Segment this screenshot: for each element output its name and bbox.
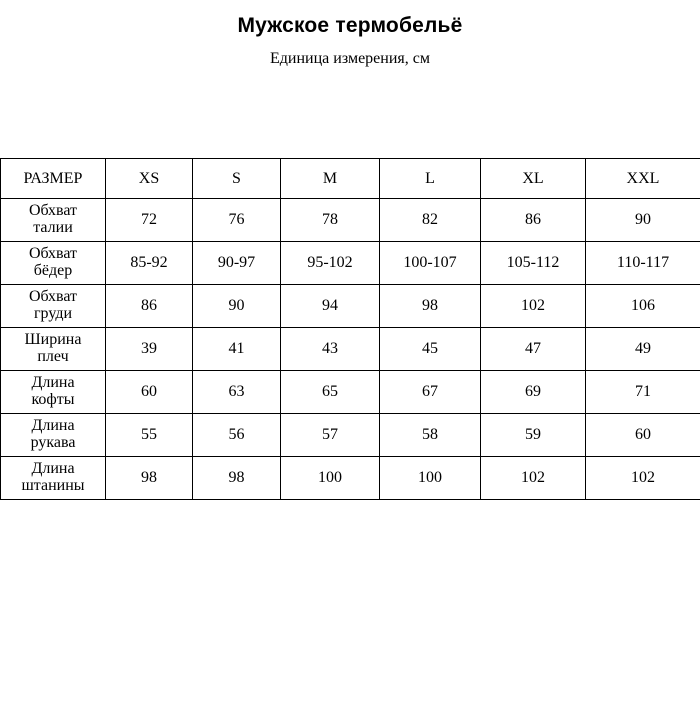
size-chart-page: [0, 14, 700, 714]
cell: 95-102: [281, 242, 380, 285]
table-row: [1, 457, 700, 500]
row-label-waist: [1, 199, 106, 242]
row-label-hips: [1, 242, 106, 285]
cell: 86: [106, 285, 193, 328]
cell: 60: [106, 371, 193, 414]
header-size-s: S: [193, 159, 281, 199]
cell: 63: [193, 371, 281, 414]
cell: 56: [193, 414, 281, 457]
header-size-xs: XS: [106, 159, 193, 199]
cell: 102: [586, 457, 700, 500]
cell: 78: [281, 199, 380, 242]
row-label-line1: Обхват: [1, 203, 105, 220]
cell: 67: [380, 371, 481, 414]
cell: 60: [586, 414, 700, 457]
cell: 100: [380, 457, 481, 500]
cell: 69: [481, 371, 586, 414]
row-label-line2: груди: [1, 306, 105, 323]
cell: 58: [380, 414, 481, 457]
page-subtitle: Единица измерения, см: [0, 50, 700, 68]
page-title: Мужское термобельё: [0, 14, 700, 38]
cell: 110-117: [586, 242, 700, 285]
header-size-m: M: [281, 159, 380, 199]
size-table-container: [0, 158, 700, 500]
row-label-top-length: [1, 371, 106, 414]
row-label-sleeve-length: [1, 414, 106, 457]
row-label-shoulder-width: [1, 328, 106, 371]
cell: 65: [281, 371, 380, 414]
row-label-line2: штанины: [1, 478, 105, 495]
cell: 82: [380, 199, 481, 242]
table-row: [1, 242, 700, 285]
header-size-xl: XL: [481, 159, 586, 199]
row-label-line1: Обхват: [1, 289, 105, 306]
row-label-line2: плеч: [1, 349, 105, 366]
row-label-line1: Длина: [1, 375, 105, 392]
table-row: [1, 328, 700, 371]
cell: 86: [481, 199, 586, 242]
table-row: [1, 371, 700, 414]
cell: 49: [586, 328, 700, 371]
row-label-chest: [1, 285, 106, 328]
cell: 90-97: [193, 242, 281, 285]
row-label-leg-length: [1, 457, 106, 500]
row-label-line2: бёдер: [1, 263, 105, 280]
table-row: [1, 199, 700, 242]
cell: 43: [281, 328, 380, 371]
row-label-line1: Ширина: [1, 332, 105, 349]
row-label-line2: рукава: [1, 435, 105, 452]
cell: 100: [281, 457, 380, 500]
cell: 98: [193, 457, 281, 500]
cell: 76: [193, 199, 281, 242]
cell: 98: [380, 285, 481, 328]
row-label-line2: кофты: [1, 392, 105, 409]
cell: 90: [193, 285, 281, 328]
cell: 72: [106, 199, 193, 242]
cell: 45: [380, 328, 481, 371]
size-table: [0, 158, 700, 500]
table-row: [1, 414, 700, 457]
cell: 57: [281, 414, 380, 457]
table-row: [1, 285, 700, 328]
cell: 85-92: [106, 242, 193, 285]
header-size-l: L: [380, 159, 481, 199]
cell: 105-112: [481, 242, 586, 285]
row-label-line1: Длина: [1, 418, 105, 435]
cell: 41: [193, 328, 281, 371]
header-size-xxl: XXL: [586, 159, 700, 199]
cell: 102: [481, 457, 586, 500]
cell: 71: [586, 371, 700, 414]
cell: 94: [281, 285, 380, 328]
cell: 55: [106, 414, 193, 457]
header-label: РАЗМЕР: [1, 159, 106, 199]
row-label-line2: талии: [1, 220, 105, 237]
cell: 90: [586, 199, 700, 242]
cell: 106: [586, 285, 700, 328]
cell: 98: [106, 457, 193, 500]
table-header-row: [1, 159, 700, 199]
cell: 59: [481, 414, 586, 457]
cell: 102: [481, 285, 586, 328]
row-label-line1: Обхват: [1, 246, 105, 263]
row-label-line1: Длина: [1, 461, 105, 478]
cell: 100-107: [380, 242, 481, 285]
cell: 39: [106, 328, 193, 371]
cell: 47: [481, 328, 586, 371]
